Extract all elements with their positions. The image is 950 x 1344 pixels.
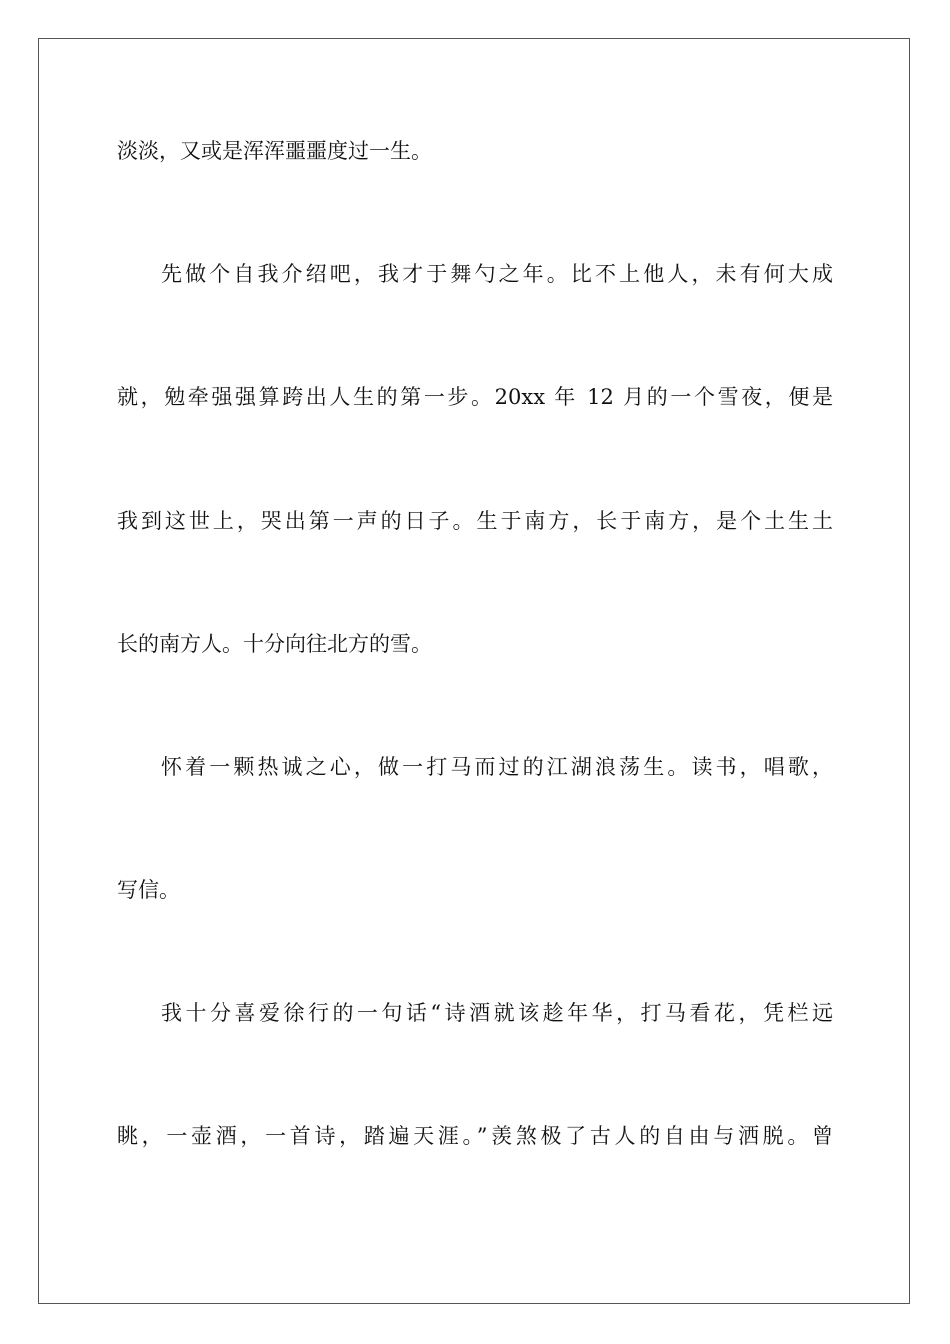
text-line-3: 就，勉牵强强算跨出人生的第一步。20xx 年 12 月的一个雪夜，便是	[117, 385, 833, 409]
text-line-9: 眺，一壶酒，一首诗，踏遍天涯。”羡煞极了古人的自由与洒脱。曾	[117, 1124, 833, 1148]
page-border	[38, 38, 910, 1304]
text-line-5: 长的南方人。十分向往北方的雪。	[117, 632, 432, 656]
text-line-1: 淡淡，又或是浑浑噩噩度过一生。	[117, 139, 432, 163]
text-line-6: 怀着一颗热诚之心，做一打马而过的江湖浪荡生。读书，唱歌，	[161, 755, 833, 779]
text-line-2: 先做个自我介绍吧，我才于舞勺之年。比不上他人，未有何大成	[161, 262, 833, 286]
text-line-4: 我到这世上，哭出第一声的日子。生于南方，长于南方，是个土生土	[117, 509, 833, 533]
text-line-8: 我十分喜爱徐行的一句话“诗酒就该趁年华，打马看花，凭栏远	[161, 1001, 833, 1025]
text-line-7: 写信。	[117, 878, 180, 902]
